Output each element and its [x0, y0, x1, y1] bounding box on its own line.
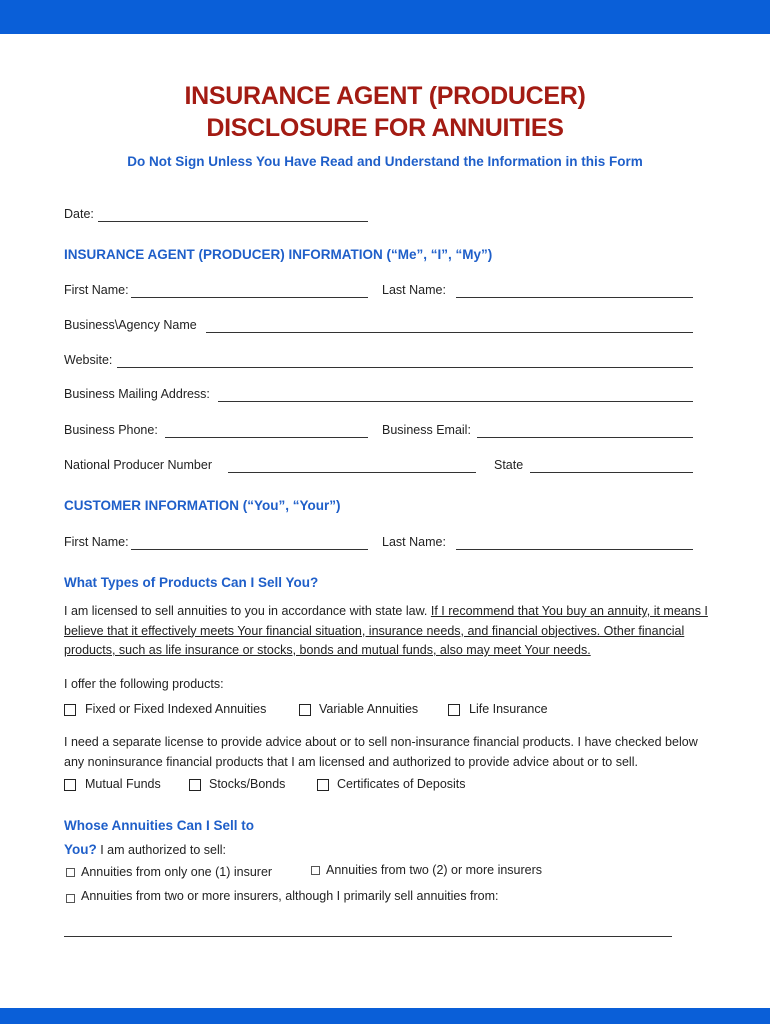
two-insurers-checkbox[interactable] — [311, 866, 320, 875]
agent-first-name-field[interactable] — [131, 297, 368, 298]
whose-annuities-heading: Whose Annuities Can I Sell to — [64, 818, 255, 833]
customer-first-name-label: First Name: — [64, 535, 129, 549]
npn-label: National Producer Number — [64, 458, 212, 472]
business-phone-label: Business Phone: — [64, 423, 158, 437]
form-subtitle: Do Not Sign Unless You Have Read and Understand the Information in this Form — [127, 154, 643, 169]
fixed-annuities-label: Fixed or Fixed Indexed Annuities — [85, 702, 267, 716]
license-paragraph: I need a separate license to provide advice about or to sell non-insurance financial products. I have checked below any noninsurance financial products that I am licensed and authorized to provide advice about or to sell. — [64, 735, 698, 769]
bottom-color-bar — [0, 1008, 770, 1024]
mailing-address-field[interactable] — [218, 401, 693, 402]
mutual-funds-label: Mutual Funds — [85, 777, 161, 791]
customer-last-name-field[interactable] — [456, 549, 693, 550]
two-insurers-label: Annuities from two (2) or more insurers — [326, 863, 543, 877]
agent-last-name-field[interactable] — [456, 297, 693, 298]
life-insurance-label: Life Insurance — [469, 702, 548, 716]
fixed-annuities-checkbox[interactable] — [64, 704, 76, 716]
mutual-funds-checkbox[interactable] — [64, 779, 76, 791]
date-field[interactable] — [98, 221, 368, 222]
agent-last-name-label: Last Name: — [382, 283, 446, 297]
mailing-address-label: Business Mailing Address: — [64, 387, 210, 401]
whose-annuities-line-2 — [64, 842, 226, 857]
state-field[interactable] — [530, 472, 693, 473]
agency-name-field[interactable] — [206, 332, 693, 333]
business-email-label: Business Email: — [382, 423, 471, 437]
stocks-bonds-label: Stocks/Bonds — [209, 777, 286, 791]
products-paragraph-underlined: If I recommend that You buy an annuity, it means I believe that it effectively meets Your financial situation, insurance needs, and financial objectives. Other financial products, such as life insurance or stocks, bonds and mutual funds, also may meet Your needs. — [64, 604, 708, 657]
primarily-one-insurer-checkbox[interactable] — [66, 894, 75, 903]
one-insurer-label: Annuities from only one (1) insurer — [81, 865, 273, 879]
customer-last-name-label: Last Name: — [382, 535, 446, 549]
certificates-of-deposits-label: Certificates of Deposits — [337, 777, 466, 791]
variable-annuities-label: Variable Annuities — [319, 702, 419, 716]
npn-field[interactable] — [228, 472, 476, 473]
stocks-bonds-checkbox[interactable] — [189, 779, 201, 791]
certificates-of-deposits-checkbox[interactable] — [317, 779, 329, 791]
website-label: Website: — [64, 353, 113, 367]
website-field[interactable] — [117, 367, 693, 368]
state-label: State — [494, 458, 524, 472]
whose-annuities-heading-you: You? — [64, 842, 97, 857]
date-label: Date: — [64, 207, 94, 221]
form-title-line-2: DISCLOSURE FOR ANNUITIES — [206, 114, 564, 142]
products-paragraph-plain: I am licensed to sell annuities to you in accordance with state law. — [64, 604, 431, 618]
offer-label: I offer the following products: — [64, 677, 224, 691]
variable-annuities-checkbox[interactable] — [299, 704, 311, 716]
customer-first-name-field[interactable] — [131, 549, 368, 550]
products-paragraph — [64, 602, 709, 661]
agent-info-heading: INSURANCE AGENT (PRODUCER) INFORMATION (“Me”, “I”, “My”) — [64, 247, 493, 262]
one-insurer-checkbox[interactable] — [66, 868, 75, 877]
primarily-one-insurer-label: Annuities from two or more insurers, although I primarily sell annuities from: — [81, 889, 499, 903]
primary-insurer-field[interactable] — [64, 936, 672, 937]
business-phone-field[interactable] — [165, 437, 368, 438]
form-title-line-1: INSURANCE AGENT (PRODUCER) — [184, 82, 586, 110]
top-color-bar — [0, 0, 770, 34]
life-insurance-checkbox[interactable] — [448, 704, 460, 716]
agent-first-name-label: First Name: — [64, 283, 129, 297]
authorized-text: I am authorized to sell: — [96, 843, 226, 857]
agency-name-label: Business\Agency Name — [64, 318, 197, 332]
customer-info-heading: CUSTOMER INFORMATION (“You”, “Your”) — [64, 498, 341, 513]
business-email-field[interactable] — [477, 437, 693, 438]
products-heading: What Types of Products Can I Sell You? — [64, 575, 319, 590]
